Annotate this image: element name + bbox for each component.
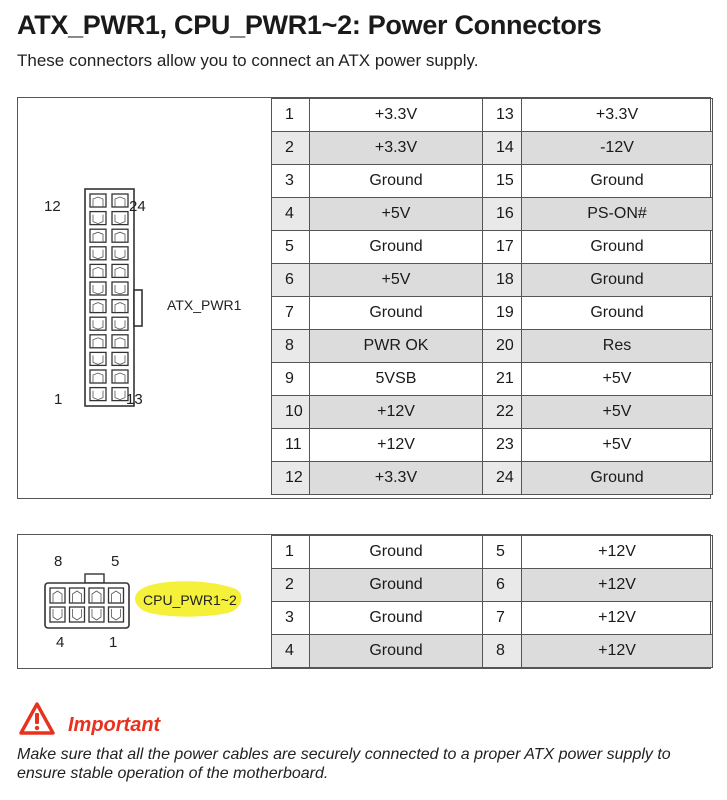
pin-signal: Ground: [522, 264, 713, 297]
atx-pin-label-bottom-left: 1: [54, 391, 63, 408]
pin-signal: Ground: [310, 297, 483, 330]
connector-pin-cell: [112, 282, 128, 295]
connector-pin-cell: [112, 352, 128, 365]
atx-pin-table: [271, 98, 713, 495]
table-row: [272, 363, 713, 396]
cpu-pin-label-top-left: 8: [54, 553, 63, 570]
table-row: [272, 536, 713, 569]
table-row: [272, 462, 713, 495]
important-text: Make sure that all the power cables are securely connected to a proper ATX power supply to ensure stable operation of the motherboard.: [17, 746, 671, 782]
pin-signal: +12V: [310, 429, 483, 462]
connector-pin-cell: [90, 212, 106, 225]
table-row: [272, 297, 713, 330]
pin-number: 22: [483, 396, 522, 429]
pin-signal: 5VSB: [310, 363, 483, 396]
pin-signal: Ground: [522, 165, 713, 198]
connector-pin-cell: [90, 229, 106, 242]
pin-number: 12: [272, 462, 310, 495]
connector-pin-cell: [112, 317, 128, 330]
connector-pin-cell: [112, 229, 128, 242]
pin-number: 6: [272, 264, 310, 297]
table-row: [272, 330, 713, 363]
connector-pin-cell: [90, 317, 106, 330]
pin-number: 1: [272, 99, 310, 132]
pin-signal: +5V: [522, 429, 713, 462]
pin-signal: +12V: [522, 602, 713, 635]
pin-signal: +5V: [522, 363, 713, 396]
pin-number: 10: [272, 396, 310, 429]
pin-signal: -12V: [522, 132, 713, 165]
connector-pin-cell: [90, 264, 106, 277]
connector-pin-cell: [112, 212, 128, 225]
table-row: [272, 231, 713, 264]
pin-number: 4: [272, 635, 310, 668]
pin-signal: +3.3V: [310, 132, 483, 165]
connector-pin-cell: [90, 300, 106, 313]
pin-number: 11: [272, 429, 310, 462]
pin-number: 5: [272, 231, 310, 264]
atx-connector-latch: [134, 290, 142, 326]
pin-signal: +3.3V: [310, 99, 483, 132]
pin-signal: Ground: [310, 569, 483, 602]
connector-pin-cell: [70, 588, 85, 603]
important-title: Important: [68, 714, 161, 736]
atx-connector-label: ATX_PWR1: [167, 297, 242, 313]
cpu-connector-latch: [85, 574, 104, 583]
pin-signal: +12V: [522, 536, 713, 569]
pin-number: 5: [483, 536, 522, 569]
pin-number: 8: [483, 635, 522, 668]
pin-signal: Res: [522, 330, 713, 363]
connector-pin-cell: [112, 300, 128, 313]
table-row: [272, 635, 713, 668]
pin-number: 6: [483, 569, 522, 602]
pin-signal: +12V: [522, 569, 713, 602]
pin-number: 18: [483, 264, 522, 297]
table-row: [272, 396, 713, 429]
pin-number: 3: [272, 602, 310, 635]
connector-pin-cell: [90, 352, 106, 365]
connector-pin-cell: [90, 247, 106, 260]
warning-icon: [18, 701, 56, 737]
pin-signal: +12V: [310, 396, 483, 429]
pin-number: 2: [272, 569, 310, 602]
atx-pin-label-top-right: 24: [129, 198, 146, 215]
atx-connector-diagram: [18, 98, 272, 498]
cpu-connector-label: CPU_PWR1~2: [143, 592, 237, 608]
pin-number: 4: [272, 198, 310, 231]
pin-signal: +3.3V: [522, 99, 713, 132]
pin-signal: Ground: [522, 231, 713, 264]
pin-number: 21: [483, 363, 522, 396]
connector-pin-cell: [112, 194, 128, 207]
pin-number: 8: [272, 330, 310, 363]
pin-number: 20: [483, 330, 522, 363]
pin-number: 9: [272, 363, 310, 396]
connector-pin-cell: [90, 388, 106, 401]
page-title: ATX_PWR1, CPU_PWR1~2: Power Connectors: [17, 10, 602, 40]
pin-signal: +12V: [522, 635, 713, 668]
pin-signal: Ground: [310, 536, 483, 569]
table-row: [272, 198, 713, 231]
pin-number: 17: [483, 231, 522, 264]
pin-signal: Ground: [522, 297, 713, 330]
table-row: [272, 429, 713, 462]
pin-signal: Ground: [310, 231, 483, 264]
pin-number: 7: [272, 297, 310, 330]
pin-number: 24: [483, 462, 522, 495]
connector-pin-cell: [112, 247, 128, 260]
table-row: [272, 264, 713, 297]
pin-number: 14: [483, 132, 522, 165]
connector-pin-cell: [89, 588, 104, 603]
connector-pin-cell: [90, 370, 106, 383]
pin-number: 19: [483, 297, 522, 330]
pin-number: 23: [483, 429, 522, 462]
cpu-pin-label-bottom-right: 1: [109, 634, 118, 651]
pin-signal: +5V: [310, 198, 483, 231]
atx-pwr1-panel: [17, 97, 711, 499]
connector-pin-cell: [112, 264, 128, 277]
pin-signal: PWR OK: [310, 330, 483, 363]
pin-number: 15: [483, 165, 522, 198]
pin-signal: PS-ON#: [522, 198, 713, 231]
connector-pin-cell: [112, 370, 128, 383]
pin-signal: Ground: [310, 602, 483, 635]
connector-pin-cell: [112, 335, 128, 348]
pin-signal: +5V: [522, 396, 713, 429]
pin-number: 1: [272, 536, 310, 569]
pin-number: 13: [483, 99, 522, 132]
atx-pin-label-top-left: 12: [44, 198, 61, 215]
connector-pin-cell: [90, 194, 106, 207]
page-subtitle: These connectors allow you to connect an ATX power supply.: [17, 51, 479, 70]
table-row: [272, 569, 713, 602]
pin-number: 7: [483, 602, 522, 635]
pin-signal: Ground: [310, 635, 483, 668]
pin-signal: Ground: [310, 165, 483, 198]
connector-pin-cell: [90, 282, 106, 295]
pin-signal: +5V: [310, 264, 483, 297]
table-row: [272, 165, 713, 198]
pin-signal: Ground: [522, 462, 713, 495]
table-row: [272, 602, 713, 635]
connector-pin-cell: [109, 588, 124, 603]
pin-number: 16: [483, 198, 522, 231]
cpu-pin-label-top-right: 5: [111, 553, 120, 570]
connector-pin-cell: [50, 588, 65, 603]
atx-pin-label-bottom-right: 13: [126, 391, 143, 408]
pin-signal: +3.3V: [310, 462, 483, 495]
cpu-connector-diagram: [18, 535, 272, 668]
pin-number: 2: [272, 132, 310, 165]
table-row: [272, 99, 713, 132]
table-row: [272, 132, 713, 165]
pin-number: 3: [272, 165, 310, 198]
cpu-pin-label-bottom-left: 4: [56, 634, 65, 651]
cpu-pin-table: [271, 535, 713, 668]
connector-pin-cell: [90, 335, 106, 348]
cpu-pwr-panel: [17, 534, 711, 669]
